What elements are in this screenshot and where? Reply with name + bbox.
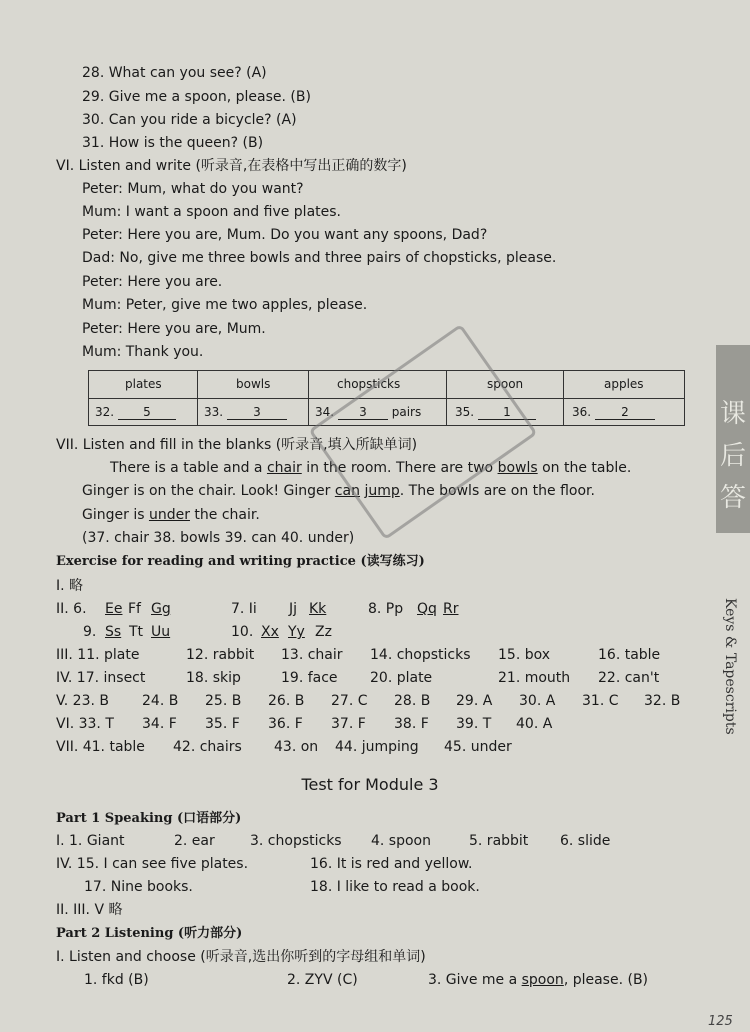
answer-item: 37. F (331, 716, 366, 732)
answer-item: 16. It is red and yellow. (310, 856, 473, 872)
letter-pair: Ff (128, 601, 141, 617)
letter-pair: Kk (309, 601, 327, 617)
answer-item: IV. 17. insect (56, 670, 146, 686)
passage-text: in the room. There are two (301, 460, 498, 476)
answer-item: 31. C (582, 693, 619, 709)
answer-item: VII. 41. table (56, 739, 145, 755)
item-number: 34. (315, 404, 335, 419)
side-tab-char: 课 (720, 399, 747, 429)
page-number: 125 (708, 1014, 733, 1029)
table-header: bowls (236, 377, 271, 391)
letter-pair: Yy (288, 624, 305, 640)
answer-item: 43. on (274, 739, 319, 755)
answer-item: III. 11. plate (56, 647, 140, 663)
side-tab-char: 答 (720, 483, 747, 513)
letter-pair: 7. Ii (231, 601, 257, 617)
answer-item: 4. spoon (371, 833, 431, 849)
side-tab-char: 后 (720, 441, 747, 471)
answer-item: 24. B (142, 693, 179, 709)
answer-item: 36. F (268, 716, 303, 732)
exercise-heading: Exercise for reading and writing practice (读写练习) (56, 554, 425, 569)
part-1-heading: Part 1 Speaking (口语部分) (56, 811, 242, 826)
letter-pair: 8. Pp (368, 601, 404, 617)
filled-word: spoon (521, 972, 564, 988)
dialogue-line: Mum: Peter, give me two apples, please. (82, 297, 368, 313)
answer-item: 21. mouth (498, 670, 571, 686)
answer-item: 39. T (456, 716, 492, 732)
answer-item: 5. rabbit (469, 833, 529, 849)
answer-item: 29. A (456, 693, 493, 709)
stamp-icon (308, 324, 537, 540)
answer-blank: 5 (118, 405, 176, 420)
answer-29: 29. Give me a spoon, please. (B) (82, 89, 311, 105)
answer-table (88, 370, 685, 426)
answer-line: (37. chair 38. bowls 39. can 40. under) (82, 530, 355, 546)
letter-pair: Uu (151, 624, 171, 640)
answer-item: 3. chopsticks (250, 833, 342, 849)
answer-item: 6. slide (560, 833, 611, 849)
answer-item: 14. chopsticks (370, 647, 471, 663)
passage-line (82, 506, 260, 524)
filled-word: can (334, 483, 361, 499)
answer-item: IV. 15. I can see five plates. (56, 856, 249, 872)
answer-item: 40. A (516, 716, 553, 732)
table-cell (572, 405, 655, 420)
table-header: spoon (487, 377, 524, 391)
answer-31: 31. How is the queen? (B) (82, 135, 264, 151)
answer-item: V. 23. B (56, 693, 109, 709)
answer-item: 35. F (205, 716, 240, 732)
section-vii-heading: VII. Listen and fill in the blanks (听录音,填入所缺单词) (56, 437, 418, 453)
answer-item: 22. can't (598, 670, 660, 686)
answer-item: 25. B (205, 693, 242, 709)
answer-blank: 3 (227, 405, 287, 420)
dialogue-line: Peter: Here you are. (82, 274, 223, 290)
part-2-heading: Part 2 Listening (听力部分) (56, 926, 243, 941)
letter-pair: Ss (105, 624, 122, 640)
answer-blank: 3 (338, 405, 388, 420)
table-cell (315, 405, 421, 420)
answer-item: 20. plate (370, 670, 433, 686)
answer-28: 28. What can you see? (A) (82, 65, 267, 81)
dialogue-line: Mum: I want a spoon and five plates. (82, 204, 341, 220)
passage-text: Ginger is on the chair. Look! Ginger (82, 483, 335, 499)
answer-item: 16. table (598, 647, 661, 663)
section-title: Test for Module 3 (301, 775, 439, 794)
letter-pair: Rr (443, 601, 459, 617)
item-number: 9. (83, 624, 97, 640)
answer-item: 1. fkd (B) (84, 972, 149, 988)
answer-item: 32. B (644, 693, 681, 709)
part-2-i-heading: I. Listen and choose (听录音,选出你听到的字母组和单词) (56, 949, 426, 965)
section-vi-heading: VI. Listen and write (听录音,在表格中写出正确的数字) (56, 158, 407, 174)
answer-item: I. 1. Giant (56, 833, 125, 849)
answer-item: 34. F (142, 716, 177, 732)
dialogue-line: Peter: Mum, what do you want? (82, 181, 304, 197)
answer-item: 19. face (281, 670, 338, 686)
answer-item: 15. box (498, 647, 551, 663)
table-cell (455, 405, 536, 420)
passage-line (82, 482, 595, 500)
part-1-other: II. III. V 略 (56, 902, 123, 918)
answer-item: 17. Nine books. (84, 879, 193, 895)
letter-pair: Qq (417, 601, 437, 617)
answer-item: 42. chairs (173, 739, 242, 755)
answer-item: VI. 33. T (56, 716, 114, 732)
filled-word: jump (364, 483, 400, 499)
answer-item: 38. F (394, 716, 429, 732)
filled-word: bowls (497, 460, 538, 476)
answer-blank: 2 (595, 405, 655, 420)
letter-pair: Tt (129, 624, 144, 640)
filled-word: under (148, 507, 190, 523)
item-number: 36. (572, 404, 592, 419)
dialogue-line: Mum: Thank you. (82, 344, 204, 360)
table-cell (204, 405, 287, 420)
answer-item: 45. under (444, 739, 512, 755)
answer-item: 13. chair (281, 647, 343, 663)
letter-pair: Gg (151, 601, 171, 617)
item-number: 35. (455, 404, 475, 419)
answer-item: 12. rabbit (186, 647, 255, 663)
passage-text: on the table. (537, 460, 632, 476)
answer-item: 26. B (268, 693, 305, 709)
dialogue-line: Peter: Here you are, Mum. (82, 321, 266, 337)
item-number: II. 6. (56, 601, 87, 617)
passage-text: . The bowls are on the floor. (399, 483, 595, 499)
table-cell (95, 405, 176, 420)
passage-text: the chair. (189, 507, 260, 523)
answer-text: 3. Give me a (428, 972, 522, 988)
item-number: 33. (204, 404, 224, 419)
answer-item: 18. I like to read a book. (310, 879, 480, 895)
answer-30: 30. Can you ride a bicycle? (A) (82, 112, 297, 128)
letter-pair: Jj (289, 601, 298, 617)
dialogue-line: Dad: No, give me three bowls and three pairs of chopsticks, please. (82, 250, 557, 266)
unit-label: pairs (391, 404, 422, 419)
table-header: plates (125, 377, 162, 391)
dialogue-line: Peter: Here you are, Mum. Do you want any spoons, Dad? (82, 227, 488, 243)
passage-line (110, 459, 631, 477)
letter-pair: Xx (261, 624, 279, 640)
item-number: 10. (231, 624, 254, 640)
exercise-i: I. 略 (56, 578, 84, 594)
answer-item: 2. ZYV (C) (287, 972, 358, 988)
answer-item: 30. A (519, 693, 556, 709)
answer-item: 2. ear (174, 833, 215, 849)
answer-item: 44. jumping (335, 739, 419, 755)
side-tab (716, 345, 750, 533)
item-number: 32. (95, 404, 115, 419)
answer-item: 18. skip (186, 670, 241, 686)
table-header: apples (604, 377, 644, 391)
answer-item (428, 971, 648, 989)
letter-pair: Ee (105, 601, 123, 617)
letter-pair: Zz (315, 624, 332, 640)
passage-text: There is a table and a (110, 460, 267, 476)
answer-text: , please. (B) (563, 972, 649, 988)
passage-text: Ginger is (82, 507, 149, 523)
side-label: Keys & Tapescripts (722, 598, 738, 735)
answer-item: 27. C (331, 693, 368, 709)
table-header: chopsticks (337, 377, 401, 391)
answer-item: 28. B (394, 693, 431, 709)
filled-word: chair (266, 460, 302, 476)
answer-blank: 1 (478, 405, 536, 420)
